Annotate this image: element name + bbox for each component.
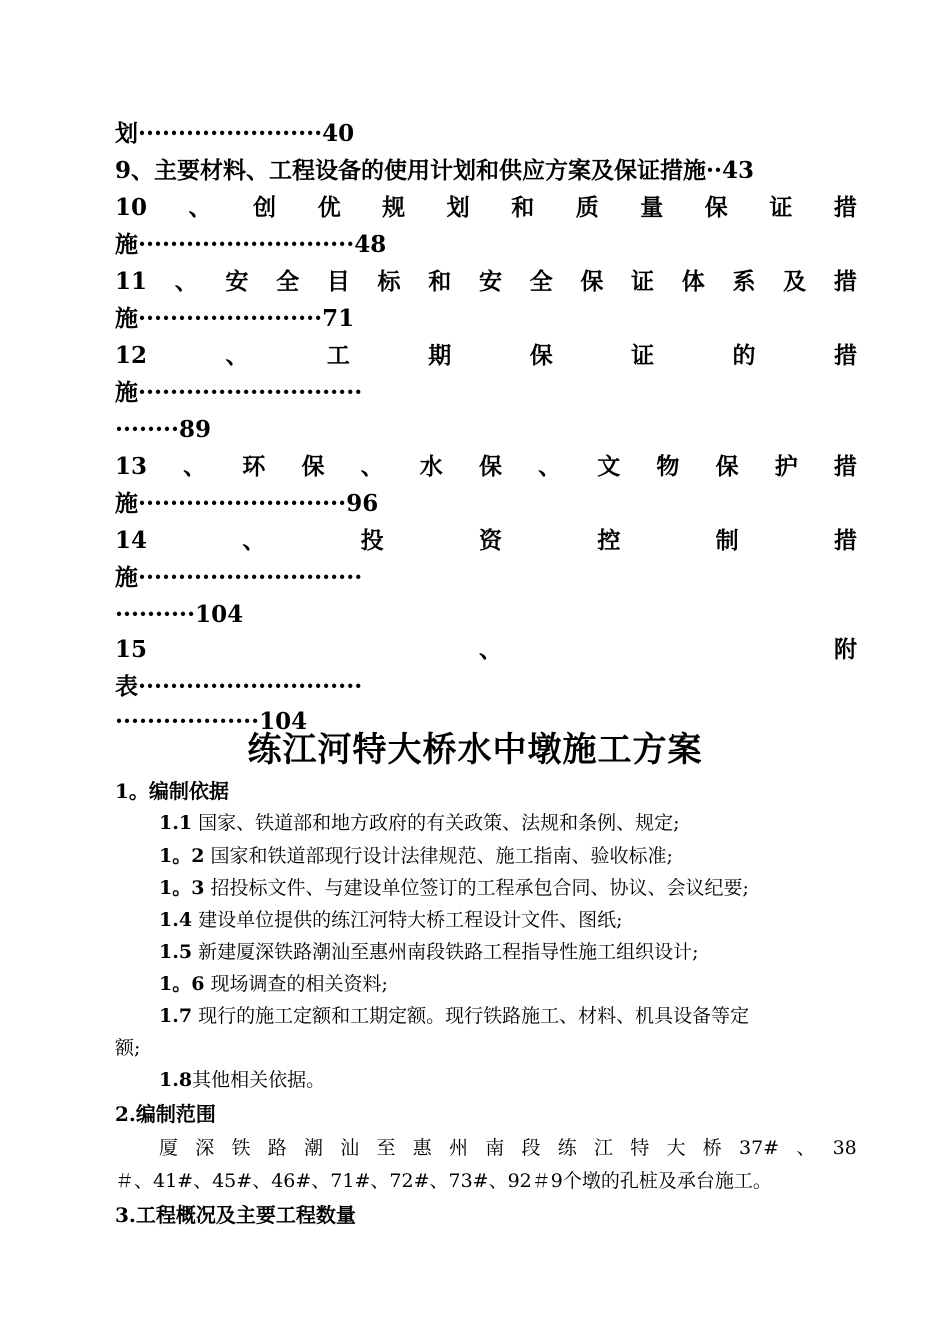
toc-char: 制 (715, 527, 739, 554)
toc-char: 措 (833, 527, 857, 554)
toc-char: 系 (732, 268, 756, 295)
item-number: 1.4 (159, 909, 193, 931)
toc-char: 控 (597, 527, 621, 554)
item-number: 1.5 (159, 941, 193, 963)
item-text: 国家和铁道部现行设计法律规范、施工指南、验收标准; (204, 845, 673, 867)
toc-char: 目 (326, 268, 350, 295)
word: 、 (796, 1137, 816, 1159)
item-text: 现场调查的相关资料; (204, 973, 388, 995)
toc-number: 10 (115, 194, 148, 221)
list-item (115, 808, 857, 838)
word: 桥 (702, 1137, 722, 1159)
toc-line-spread (115, 633, 857, 667)
toc-char: 投 (360, 527, 384, 554)
toc-char: 证 (631, 268, 655, 295)
toc-number: 14 (115, 527, 148, 554)
toc-separator: 、 (242, 527, 266, 554)
word: 深 (195, 1137, 215, 1159)
toc-char: 全 (276, 268, 300, 295)
toc-line-spread (115, 450, 857, 484)
word: 路 (267, 1137, 287, 1159)
item-text: 新建厦深铁路潮汕至惠州南段铁路工程指导性施工组织设计; (192, 941, 699, 963)
toc-char: 质 (575, 194, 599, 221)
toc-char: 环 (242, 453, 266, 480)
toc-char: 资 (479, 527, 502, 554)
toc-char: 保 (529, 342, 553, 369)
toc-char: 证 (769, 194, 793, 221)
toc-line-spread (115, 191, 857, 225)
list-item (115, 937, 857, 967)
item-number: 1。6 (159, 973, 205, 995)
toc-separator: 、 (174, 268, 198, 295)
toc-line: 9、主要材料、工程设备的使用计划和供应方案及保证措施··43 (115, 157, 755, 184)
item-text: 招投标文件、与建设单位签订的工程承包合同、协议、会议纪要; (204, 877, 749, 899)
list-item (115, 873, 857, 903)
toc-line: ········89 (115, 416, 212, 443)
document-title: 练江河特大桥水中墩施工方案 (247, 730, 703, 770)
toc-separator: 、 (183, 453, 207, 480)
toc-line: 划·······················40 (115, 120, 355, 147)
item-text: 其他相关依据。 (192, 1069, 326, 1091)
word: 潮 (304, 1137, 324, 1159)
toc-char: 安 (478, 268, 502, 295)
section-heading: 2.编制范围 (115, 1102, 216, 1126)
list-item (115, 1065, 857, 1095)
toc-char: 水 (419, 453, 443, 480)
toc-char: 体 (681, 268, 705, 295)
toc-char: 证 (631, 342, 655, 369)
toc-number: 15 (115, 636, 148, 663)
toc-line: ··········104 (115, 601, 244, 628)
item-text: 现行的施工定额和工期定额。现行铁路施工、材料、机具设备等定 (192, 1005, 750, 1027)
item-number: 1.1 (159, 812, 193, 834)
toc-char: 保 (301, 453, 325, 480)
toc-char: 保 (478, 453, 502, 480)
toc-char: 规 (382, 194, 406, 221)
list-item (115, 905, 857, 935)
word: 南 (485, 1137, 505, 1159)
toc-number: 11 (115, 268, 148, 295)
list-item-continuation: 额; (115, 1037, 141, 1059)
word: 厦 (159, 1137, 179, 1159)
toc-char: 文 (597, 453, 621, 480)
list-item (115, 969, 857, 999)
toc-separator: 、 (479, 636, 502, 663)
item-number: 1.8 (159, 1069, 193, 1091)
toc-line-spread (115, 265, 857, 299)
word: 州 (449, 1137, 469, 1159)
toc-char: 护 (774, 453, 798, 480)
toc-line: 施·······················71 (115, 305, 355, 332)
toc-line: ··················104 (115, 708, 308, 735)
word: 特 (630, 1137, 650, 1159)
list-item (115, 1001, 857, 1031)
paragraph-line: ＃、41#、45#、46#、71#、72#、73#、92＃9个墩的孔桩及承台施工。 (115, 1170, 772, 1192)
word: 练 (557, 1137, 577, 1159)
toc-separator: 、 (188, 194, 212, 221)
toc-char: 期 (428, 342, 452, 369)
toc-number: 13 (115, 453, 148, 480)
toc-number: 12 (115, 342, 148, 369)
item-number: 1.7 (159, 1005, 193, 1027)
word: 至 (376, 1137, 396, 1159)
section-heading: 1。编制依据 (115, 779, 229, 803)
toc-char: 保 (715, 453, 739, 480)
section-heading: 3.工程概况及主要工程数量 (115, 1203, 356, 1227)
toc-line: 施···························· (115, 379, 363, 406)
toc-line: 表···························· (115, 673, 363, 700)
toc-line-spread (115, 524, 857, 558)
toc-line-spread (115, 339, 857, 373)
toc-char: 、 (538, 453, 562, 480)
word: 铁 (231, 1137, 251, 1159)
word: 汕 (340, 1137, 360, 1159)
toc-line: 施···························48 (115, 231, 387, 258)
toc-char: 及 (783, 268, 807, 295)
item-text: 国家、铁道部和地方政府的有关政策、法规和条例、规定; (192, 812, 680, 834)
toc-line: 施···························· (115, 564, 363, 591)
toc-char: 保 (704, 194, 728, 221)
toc-char: 标 (377, 268, 401, 295)
toc-char: 安 (225, 268, 249, 295)
item-number: 1。3 (159, 877, 205, 899)
toc-char: 的 (732, 342, 756, 369)
toc-char: 和 (511, 194, 535, 221)
toc-char: 量 (640, 194, 664, 221)
toc-char: 物 (656, 453, 680, 480)
list-item (115, 841, 857, 871)
word: 38 (832, 1137, 857, 1159)
toc-char: 优 (317, 194, 341, 221)
toc-char: 措 (833, 194, 857, 221)
word: 37# (739, 1137, 780, 1159)
toc-char: 措 (833, 453, 857, 480)
paragraph-line (159, 1133, 857, 1163)
toc-char: 全 (529, 268, 553, 295)
word: 惠 (412, 1137, 432, 1159)
word: 大 (666, 1137, 686, 1159)
toc-char: 措 (833, 342, 857, 369)
toc-char: 和 (428, 268, 452, 295)
toc-char: 创 (253, 194, 277, 221)
toc-char: 划 (446, 194, 470, 221)
toc-char: 措 (833, 268, 857, 295)
word: 江 (594, 1137, 614, 1159)
item-text: 建设单位提供的练江河特大桥工程设计文件、图纸; (192, 909, 623, 931)
word: 段 (521, 1137, 541, 1159)
toc-char: 保 (580, 268, 604, 295)
toc-separator: 、 (225, 342, 249, 369)
toc-char: 工 (326, 342, 350, 369)
toc-char: 、 (360, 453, 384, 480)
toc-char: 附 (833, 636, 857, 663)
item-number: 1。2 (159, 845, 205, 867)
toc-line: 施··························96 (115, 490, 379, 517)
